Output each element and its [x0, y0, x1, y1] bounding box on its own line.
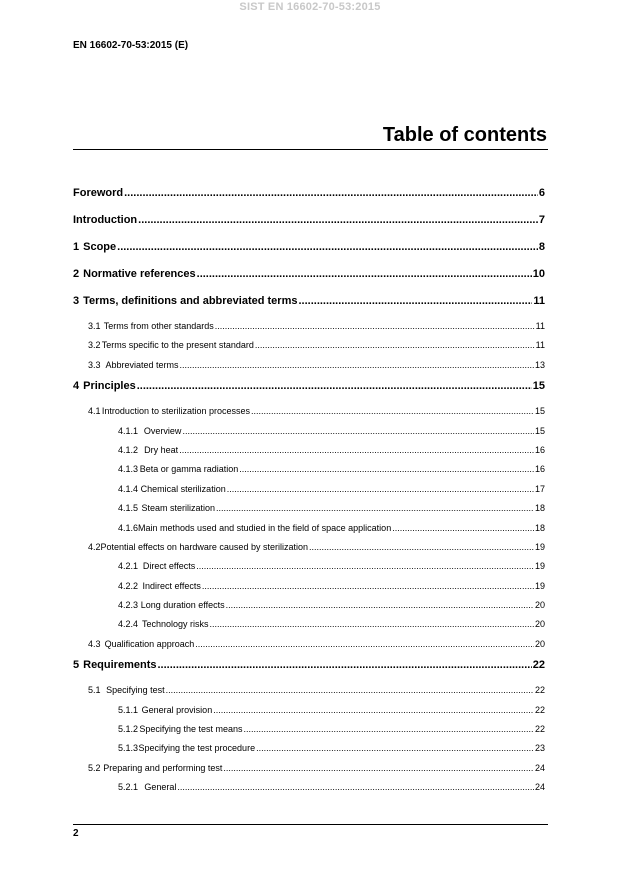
- toc-entry-number: 4.1.1: [118, 425, 139, 436]
- toc-entry-page: 10: [532, 268, 545, 280]
- toc-entry-number: 5.1.2: [118, 724, 139, 735]
- toc-entry-title: Direct effects: [142, 561, 196, 572]
- toc-entry-number: 4.1.2: [118, 444, 139, 455]
- toc-entry-page: 19: [534, 541, 545, 552]
- toc-entry[interactable]: [73, 683, 545, 702]
- dot-leader: [223, 761, 534, 775]
- dot-leader: [157, 656, 531, 674]
- toc-entry[interactable]: [73, 265, 545, 292]
- dot-leader: [117, 238, 538, 256]
- toc-entry-number: 5.2.1: [118, 782, 139, 793]
- watermark: SIST EN 16602-70-53:2015: [239, 1, 381, 13]
- toc-entry-number: 4.1.4: [118, 483, 139, 494]
- toc-entry[interactable]: [73, 761, 545, 780]
- toc-entry-page: 24: [534, 762, 545, 773]
- page-number: 2: [73, 828, 79, 839]
- toc-entry-title: Abbreviated terms: [105, 359, 179, 370]
- toc-entry[interactable]: [73, 292, 545, 319]
- toc-entry-number: 5.1.3: [118, 743, 139, 754]
- toc-entry-title: Principles: [83, 380, 136, 393]
- toc-entry-page: 22: [532, 659, 545, 672]
- toc-entry-number: 3.1: [88, 321, 101, 331]
- toc-entry-page: 11: [535, 340, 545, 351]
- toc-entry-title: Overview: [143, 425, 182, 436]
- toc-entry-page: 11: [535, 321, 545, 331]
- toc-entry-title: Beta or gamma radiation: [139, 464, 239, 475]
- page-title: Table of contents: [382, 124, 547, 146]
- dot-leader: [298, 292, 532, 310]
- toc-entry-number: 4: [73, 380, 80, 393]
- dot-leader: [226, 598, 534, 612]
- toc-entry-page: 24: [534, 782, 545, 793]
- dot-leader: [177, 780, 534, 794]
- toc-entry-title: Introduction to sterilization processes: [101, 406, 250, 417]
- toc-entry-page: 22: [534, 685, 545, 696]
- toc-entry[interactable]: [73, 656, 545, 683]
- toc-entry[interactable]: [73, 703, 545, 722]
- toc-entry-number: 4.2.2: [118, 580, 139, 591]
- toc-entry-page: 8: [538, 241, 545, 253]
- toc-entry-title: General: [144, 782, 177, 793]
- toc-entry-number: 4.1.5: [118, 503, 139, 514]
- toc-entry[interactable]: [73, 238, 545, 265]
- toc-entry[interactable]: [73, 501, 545, 520]
- dot-leader: [137, 377, 532, 395]
- toc-entry-number: 4.1.3: [118, 464, 139, 475]
- dot-leader: [251, 404, 534, 418]
- toc-entry-page: 6: [538, 187, 545, 199]
- toc-entry-title: Main methods used and studied in the field of space application: [138, 522, 392, 533]
- dot-leader: [309, 540, 534, 554]
- toc-entry[interactable]: [73, 579, 545, 598]
- toc-entry[interactable]: [73, 338, 545, 357]
- toc-entry[interactable]: [73, 211, 545, 238]
- toc-entry-page: 22: [534, 704, 545, 715]
- dot-leader: [209, 617, 534, 631]
- toc-entry-number: 5.1.1: [118, 704, 139, 715]
- toc-entry-page: 15: [534, 406, 545, 417]
- dot-leader: [255, 338, 535, 352]
- dot-leader: [202, 579, 534, 593]
- toc-entry-page: 20: [534, 619, 545, 630]
- toc-entry-number: 3.2: [88, 340, 101, 351]
- toc-entry-title: Specifying the test procedure: [138, 743, 256, 754]
- toc-entry[interactable]: [73, 540, 545, 559]
- toc-entry-number: 5.1: [88, 685, 101, 696]
- toc-entry[interactable]: [73, 404, 545, 423]
- toc-entry[interactable]: [73, 521, 545, 540]
- toc-entry-title: Long duration effects: [140, 600, 225, 611]
- toc-entry-page: 18: [534, 503, 545, 514]
- toc-entry-page: 22: [534, 724, 545, 735]
- dot-leader: [195, 637, 534, 651]
- toc-entry[interactable]: [73, 741, 545, 760]
- dot-leader: [197, 265, 532, 283]
- toc-entry[interactable]: [73, 722, 545, 741]
- toc-entry-title: Specifying the test means: [139, 724, 243, 735]
- toc-entry-page: 20: [534, 600, 545, 611]
- dot-leader: [179, 443, 534, 457]
- toc-entry[interactable]: [73, 482, 545, 501]
- toc-entry[interactable]: [73, 637, 545, 656]
- toc-entry-number: 4.2.1: [118, 561, 139, 572]
- toc-entry[interactable]: [73, 780, 545, 799]
- toc-entry-title: Terms specific to the present standard: [101, 340, 254, 351]
- toc-entry-page: 16: [534, 464, 545, 475]
- toc-entry-number: 4.3: [88, 638, 101, 649]
- toc-entry-title: Potential effects on hardware caused by sterilization: [100, 541, 308, 552]
- toc-entry-title: Preparing and performing test: [103, 762, 223, 773]
- toc-entry-title: Technology risks: [141, 619, 209, 630]
- toc-entry-number: 4.1: [88, 406, 101, 417]
- toc-entry-title: Normative references: [83, 268, 196, 280]
- toc-entry-page: 11: [533, 295, 545, 307]
- dot-leader: [392, 521, 534, 535]
- toc-entry[interactable]: [73, 358, 545, 377]
- toc-entry[interactable]: [73, 617, 545, 636]
- toc-entry-title: Indirect effects: [142, 580, 201, 591]
- toc-entry-page: 7: [538, 214, 545, 226]
- toc-entry-number: 4.2.4: [118, 619, 139, 630]
- dot-leader: [213, 703, 534, 717]
- toc-entry-title: Introduction: [73, 214, 138, 226]
- dot-leader: [196, 559, 534, 573]
- toc-entry-number: 3.3: [88, 359, 101, 370]
- toc-entry-page: 13: [534, 359, 545, 370]
- toc-entry[interactable]: [73, 443, 545, 462]
- toc-entry-page: 20: [534, 638, 545, 649]
- toc-entry-title: Qualification approach: [104, 638, 195, 649]
- toc-entry-number: 4.2: [88, 541, 101, 552]
- toc-entry-number: 4.2.3: [118, 600, 139, 611]
- toc-entry-number: 1: [73, 241, 80, 253]
- toc-entry-title: Dry heat: [144, 444, 179, 455]
- toc-entry-page: 18: [534, 522, 545, 533]
- dot-leader: [166, 683, 534, 697]
- toc-entry[interactable]: [73, 319, 545, 338]
- toc-entry-title: Foreword: [73, 187, 124, 199]
- toc-entry[interactable]: [73, 462, 545, 481]
- dot-leader: [216, 501, 534, 515]
- toc-entry-page: 19: [534, 561, 545, 572]
- document-id: EN 16602-70-53:2015 (E): [73, 40, 189, 51]
- toc-entry[interactable]: [73, 377, 545, 404]
- dot-leader: [124, 184, 538, 202]
- toc-entry-title: Steam sterilization: [141, 503, 215, 514]
- footer-divider: [73, 824, 548, 825]
- toc-entry-title: Specifying test: [106, 685, 165, 696]
- toc-entry[interactable]: [73, 559, 545, 578]
- dot-leader: [182, 424, 534, 438]
- dot-leader: [256, 741, 534, 755]
- title-divider: [73, 149, 548, 150]
- toc-entry-page: 15: [534, 425, 545, 436]
- dot-leader: [138, 211, 538, 229]
- toc-entry-title: Scope: [83, 241, 117, 253]
- toc-entry-page: 19: [534, 580, 545, 591]
- toc-entry-number: 4.1.6: [118, 522, 139, 533]
- toc-entry[interactable]: [73, 184, 545, 211]
- toc-entry-number: 2: [73, 268, 80, 280]
- toc-entry-number: 5: [73, 659, 80, 672]
- toc-entry[interactable]: [73, 424, 545, 443]
- dot-leader: [239, 462, 534, 476]
- toc-entry-title: Chemical sterilization: [140, 483, 226, 494]
- dot-leader: [243, 722, 534, 736]
- toc-entry[interactable]: [73, 598, 545, 617]
- toc-entry-page: 17: [534, 483, 545, 494]
- toc-entry-title: Terms from other standards: [103, 321, 214, 331]
- toc-entry-number: 5.2: [88, 762, 101, 773]
- dot-leader: [179, 358, 534, 372]
- dot-leader: [215, 319, 535, 333]
- toc-entry-page: 15: [532, 380, 545, 393]
- toc-entry-title: Terms, definitions and abbreviated terms: [83, 295, 298, 307]
- toc-entry-page: 16: [534, 444, 545, 455]
- toc-entry-title: Requirements: [83, 659, 157, 672]
- dot-leader: [227, 482, 534, 496]
- toc-entry-number: 3: [73, 295, 80, 307]
- table-of-contents: [73, 184, 545, 800]
- toc-entry-page: 23: [534, 743, 545, 754]
- toc-entry-title: General provision: [141, 704, 213, 715]
